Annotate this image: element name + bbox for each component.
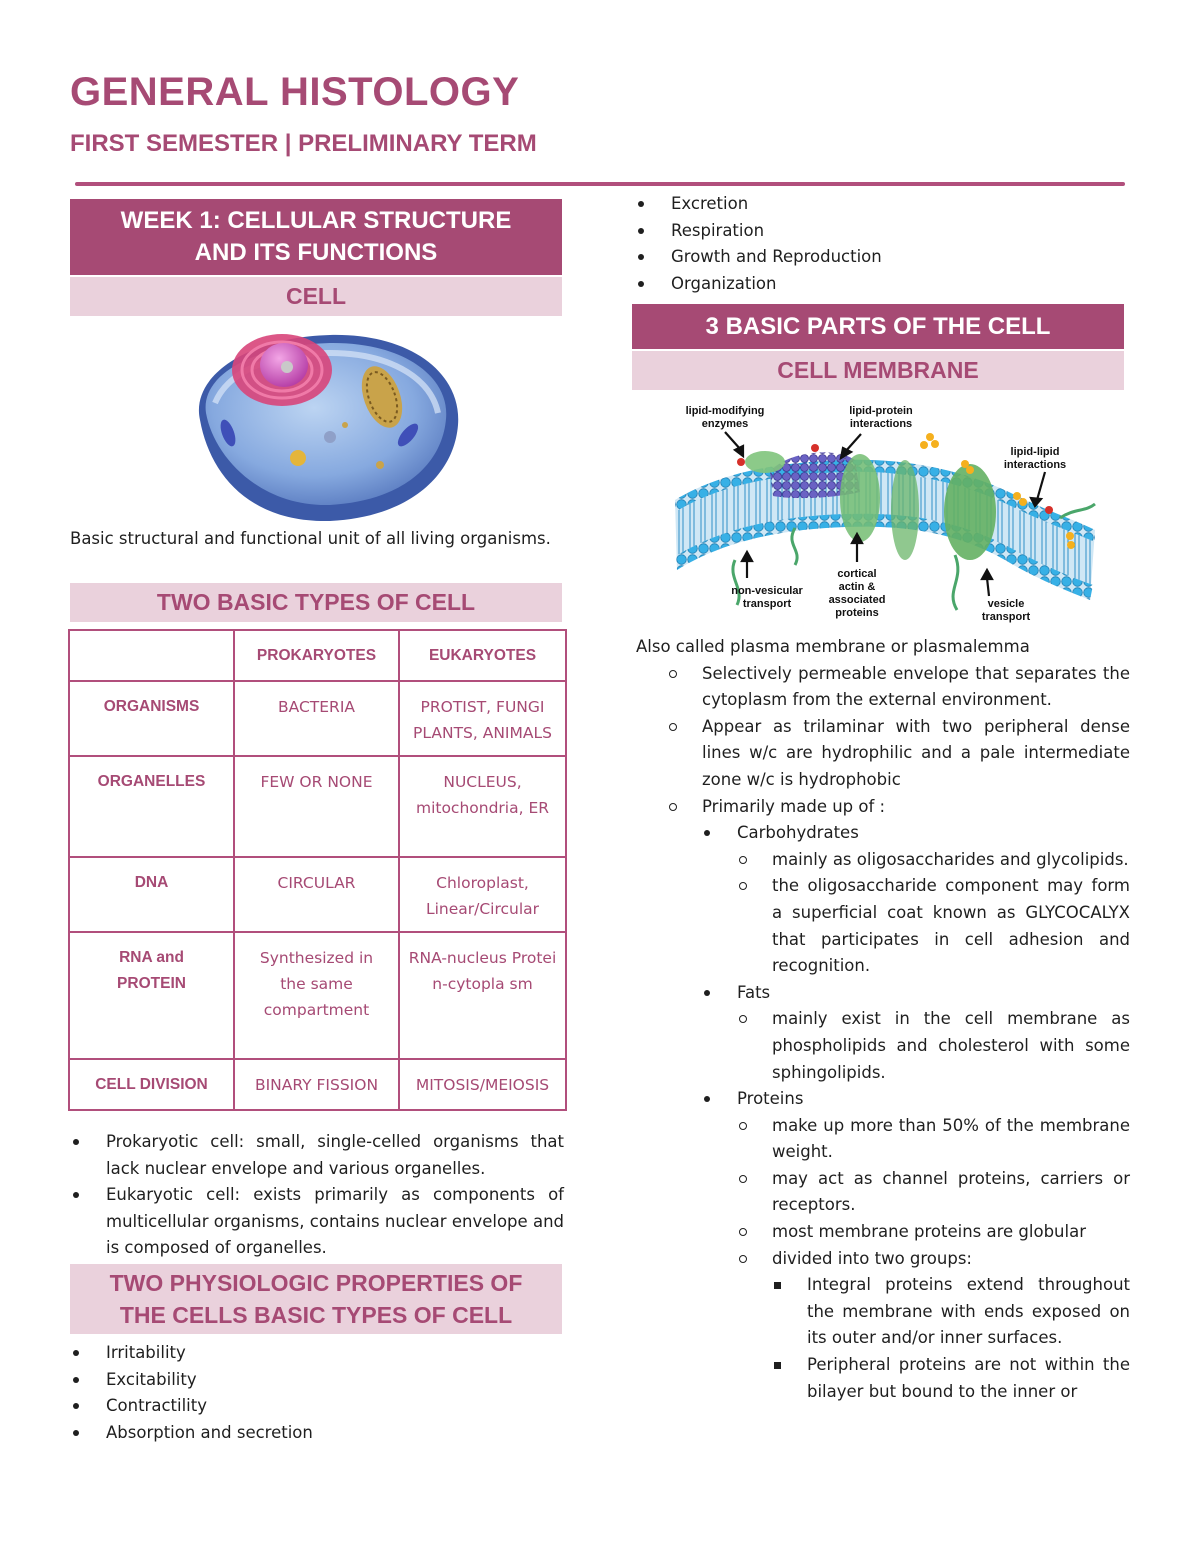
eukaryotes-cell: MITOSIS/MEIOSIS [399,1059,566,1110]
cell-type-notes [70,1129,564,1262]
row-label: CELL DIVISION [69,1059,234,1110]
prokaryotes-cell: BINARY FISSION [234,1059,399,1110]
label-lipid-modifying: lipid-modifying [685,405,765,417]
list-item: Excretion [635,191,1129,218]
list-item: Respiration [635,218,1129,245]
label-non-vesicular: non-vesicular [731,585,803,597]
list-item: mainly exist in the cell membrane as phospholipids and cholesterol with some sphingolipids. [636,1006,1130,1086]
prokaryotes-cell: FEW OR NONE [234,756,399,857]
table-row [69,681,566,756]
continued-list [635,191,1129,297]
label-non-vesicular-transport: transport [742,598,792,610]
week-heading-line2: AND ITS FUNCTIONS [194,239,438,266]
eukaryotes-cell: PROTIST, FUNGI PLANTS, ANIMALS [399,681,566,756]
row-label: RNA and PROTEIN [69,932,234,1059]
list-item: mainly as oligosaccharides and glycolipids. [636,847,1130,874]
membrane-notes [636,634,1130,1405]
prokaryotes-cell: BACTERIA [234,681,399,756]
row-label: ORGANELLES [69,756,234,857]
label-lipid-lipid: lipid-lipid [1010,446,1060,458]
list-item: Organization [635,271,1129,298]
physiologic-list [70,1340,564,1446]
physiologic-heading-line2: THE CELLS BASIC TYPES OF CELL [119,1302,513,1328]
label-lipid-protein-interactions: interactions [849,418,913,430]
row-label: ORGANISMS [69,681,234,756]
list-item: Appear as trilaminar with two peripheral dense lines w/c are hydrophilic and a pale intermediate zone w/c is hydrophobic [636,714,1130,794]
list-item: Selectively permeable envelope that separates the cytoplasm from the external environment. [636,661,1130,714]
list-item: Eukaryotic cell: exists primarily as components of multicellular organisms, contains nuclear envelope and is composed of organelles. [70,1182,564,1262]
label-vesicle-transport: transport [981,611,1031,623]
list-item-proteins: Proteins [636,1086,1130,1113]
table-row [69,932,566,1059]
label-proteins: proteins [835,607,879,619]
animal-cell-illustration [180,325,465,525]
cell-heading: CELL [70,277,562,316]
list-item: Peripheral proteins are not within the bilayer but bound to the inner or [636,1352,1130,1405]
week-heading [70,199,562,275]
list-item: Absorption and secretion [70,1420,564,1447]
label-actin: actin & [838,581,876,593]
page-title: GENERAL HISTOLOGY [70,70,520,114]
list-item-fats: Fats [636,980,1130,1007]
label-lipid-lipid-interactions: interactions [1003,459,1067,471]
eukaryotes-cell: RNA-nucleus Protein-cytopla sm [399,932,566,1059]
types-heading: TWO BASIC TYPES OF CELL [70,583,562,622]
label-enzymes: enzymes [701,418,749,430]
membrane-intro: Also called plasma membrane or plasmalemma [636,637,1030,656]
list-item: may act as channel proteins, carriers or receptors. [636,1166,1130,1219]
header-divider [75,182,1125,186]
table-row [69,1059,566,1110]
label-associated: associated [828,594,886,606]
physiologic-heading-line1: TWO PHYSIOLOGIC PROPERTIES OF [109,1270,523,1296]
list-item: Integral proteins extend throughout the membrane with ends exposed on its outer and/or inner surfaces. [636,1272,1130,1352]
list-item-carbohydrates: Carbohydrates [636,820,1130,847]
table-header-prokaryotes: PROKARYOTES [234,630,399,681]
week-heading-line1: WEEK 1: CELLULAR STRUCTURE [120,207,512,234]
eukaryotes-cell: Chloroplast, Linear/Circular [399,857,566,932]
list-item: Growth and Reproduction [635,244,1129,271]
eukaryotes-cell: NUCLEUS, mitochondria, ER [399,756,566,857]
cell-membrane-diagram [665,400,1105,628]
table-header-row [69,630,566,681]
list-item: most membrane proteins are globular [636,1219,1130,1246]
label-cortical: cortical [837,568,877,580]
label-lipid-protein: lipid-protein [849,405,913,417]
row-label: DNA [69,857,234,932]
label-vesicle: vesicle [987,598,1025,610]
list-item: Contractility [70,1393,564,1420]
table-header-blank [69,630,234,681]
cell-definition: Basic structural and functional unit of all living organisms. [70,529,551,548]
prokaryotes-cell: CIRCULAR [234,857,399,932]
table-header-eukaryotes: EUKARYOTES [399,630,566,681]
list-item: Irritability [70,1340,564,1367]
list-item: Primarily made up of : [636,794,1130,821]
table-row [69,857,566,932]
parts-heading: 3 BASIC PARTS OF THE CELL [632,304,1124,349]
list-item: the oligosaccharide component may form a superficial coat known as GLYCOCALYX that participates in cell adhesion and recognition. [636,873,1130,979]
list-item: make up more than 50% of the membrane weight. [636,1113,1130,1166]
page-subtitle: FIRST SEMESTER | PRELIMINARY TERM [70,130,537,157]
cell-types-table [68,629,567,1111]
membrane-heading: CELL MEMBRANE [632,351,1124,390]
list-item: divided into two groups: [636,1246,1130,1273]
list-item: Excitability [70,1367,564,1394]
physiologic-heading [70,1264,562,1334]
table-row [69,756,566,857]
prokaryotes-cell: Synthesized in the same compartment [234,932,399,1059]
list-item: Prokaryotic cell: small, single-celled organisms that lack nuclear envelope and various organelles. [70,1129,564,1182]
